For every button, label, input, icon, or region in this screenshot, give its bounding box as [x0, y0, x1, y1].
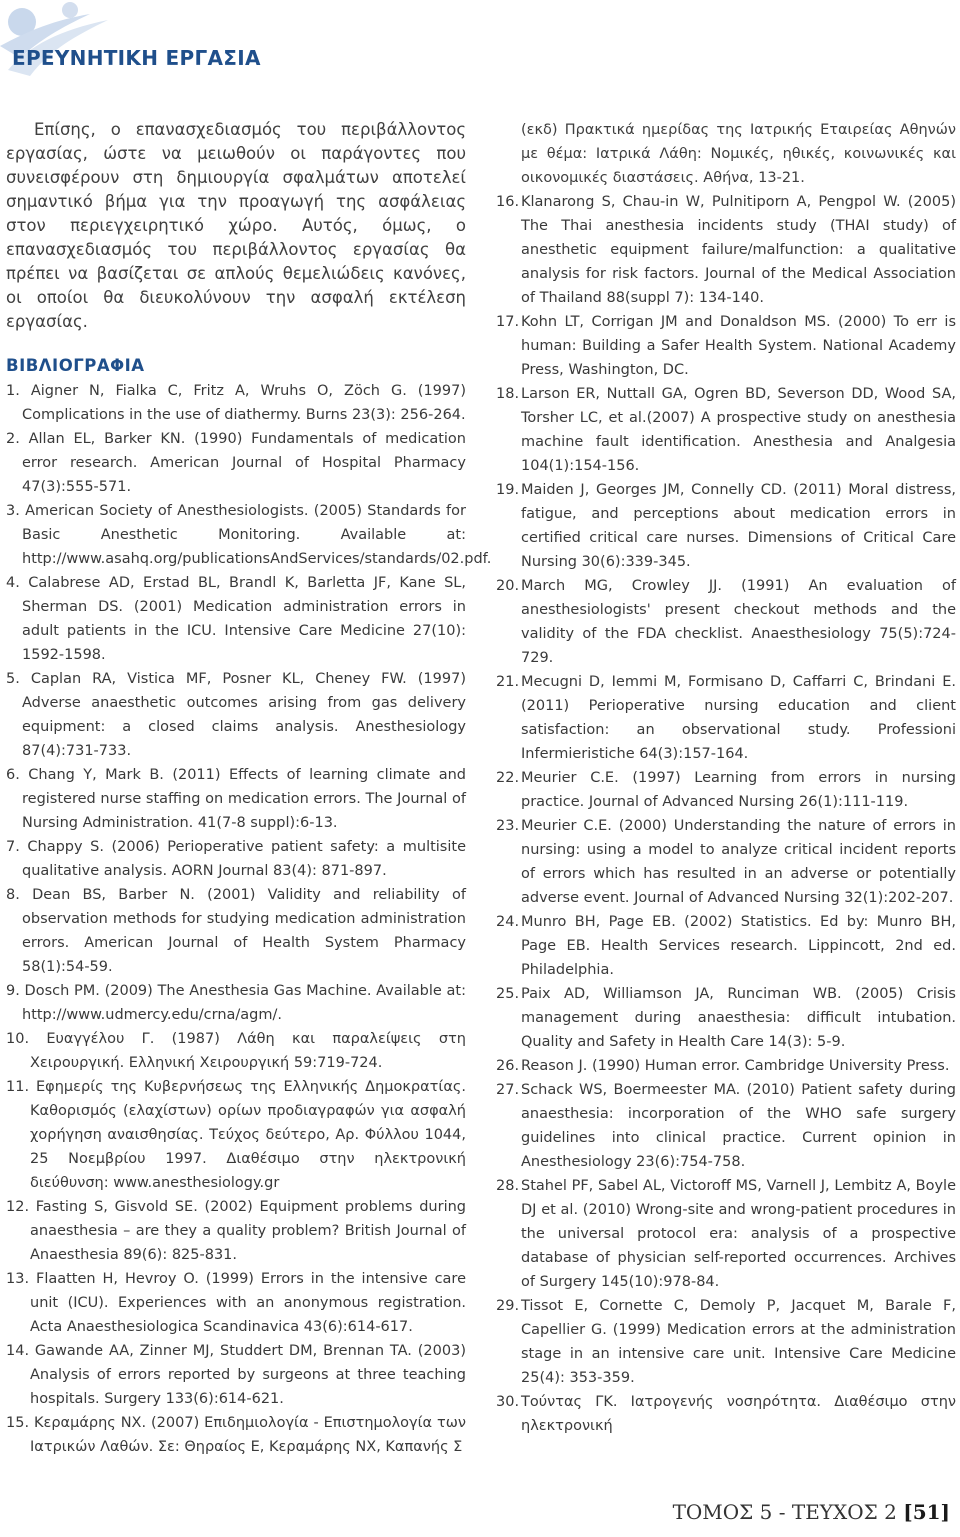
reference-text: Τούντας ΓΚ. Ιατρογενής νοσηρότητα. Διαθέσιμο στην ηλεκτρονική: [521, 1394, 956, 1434]
intro-paragraph: Επίσης, ο επανασχεδιασμός του περιβάλλοντος εργασίας, ώστε να μειωθούν οι παράγοντες που συνεισφέρουν στη δημιουργία σφαλμάτων αποτελεί σημαντικό βήμα για την προαγωγή της ασφάλειας στον περιεγχειρητικό χώρο. Αυτός, όμως, ο επανασχεδιασμός του περιβάλλοντος εργασίας θα πρέπει να βασίζεται σε απλούς θεμελιώδεις κανόνες, οι οποίοι θα διευκολύνουν την ασφαλή εκτέλεση εργασίας.: [6, 120, 466, 331]
reference-text: March MG, Crowley JJ. (1991) An evaluation of anesthesiologists' present checkout methods and the validity of the FDA checklist. Anaesthesiology 75(5):724-729.: [521, 578, 956, 666]
reference-item: [496, 766, 956, 814]
reference-item: 15. Κεραμάρης ΝΧ. (2007) Επιδημιολογία - Επιστημολογία των Ιατρικών Λαθών. Σε: Θηραίος Ε, Κεραμάρης ΝΧ, Καπανής Σ: [6, 1415, 466, 1455]
reference-text: Munro BH, Page EB. (2002) Statistics. Ed by: Munro BH, Page EB. Health Services research. Lippincott, 2nd ed. Philadelphia.: [521, 914, 956, 978]
reference-number: 27.: [496, 1082, 520, 1098]
reference-item: [496, 310, 956, 382]
reference-item: [496, 574, 956, 670]
reference-item: [496, 382, 956, 478]
volume-issue-label: ΤΟΜΟΣ 5 - ΤΕΥΧΟΣ 2: [672, 1500, 897, 1524]
reference-number: 23.: [496, 818, 520, 834]
reference-item: [496, 1390, 956, 1438]
reference-item: [496, 910, 956, 982]
reference-number: 18.: [496, 386, 520, 402]
reference-item: 9. Dosch PM. (2009) The Anesthesia Gas Machine. Available at: http://www.udmercy.edu/crna/agm/.: [6, 983, 466, 1023]
reference-item: 12. Fasting S, Gisvold SE. (2002) Equipment problems during anaesthesia – are they a quality problem? British Journal of Anaesthesia 89(6): 825-831.: [6, 1199, 466, 1263]
reference-text: Paix AD, Williamson JA, Runciman WB. (2005) Crisis management during anaesthesia: difficult intubation. Quality and Safety in Health Care 14(3): 5-9.: [521, 986, 956, 1050]
reference-item: 14. Gawande AA, Zinner MJ, Studdert DM, Brennan TA. (2003) Analysis of errors reported by surgeons at three teaching hospitals. Surgery 133(6):614-621.: [6, 1343, 466, 1407]
reference-text: Mecugni D, Iemmi M, Formisano D, Caffarri C, Brindani E. (2011) Perioperative nursing education and client satisfaction: an observational study. Professioni Infermieristiche 64(3):157-164.: [521, 674, 956, 762]
reference-continuation: (εκδ) Πρακτικά ημερίδας της Ιατρικής Εταιρείας Αθηνών με θέμα: Ιατρικά Λάθη: Νομικές, ηθικές, κοινωνικές και οικονομικές διαστάσεις. Αθήνα, 13-21.: [521, 122, 956, 186]
reference-text: Tissot E, Cornette C, Demoly P, Jacquet M, Barale F, Capellier G. (1999) Medication errors at the administration stage in an intensive care unit. Intensive Care Medicine 25(4): 353-359.: [521, 1298, 956, 1386]
reference-number: 21.: [496, 674, 520, 690]
reference-number: 25.: [496, 986, 520, 1002]
reference-list-left: [6, 379, 492, 1459]
reference-item: 2. Allan EL, Barker KN. (1990) Fundamentals of medication error research. American Journal of Hospital Pharmacy 47(3):555-571.: [6, 431, 466, 495]
reference-item: [496, 670, 956, 766]
reference-text: Meurier C.E. (2000) Understanding the nature of errors in nursing: using a model to analyze critical incident reports of errors which has resulted in an adverse or potentially adverse event. Journal of Advanced Nursing 32(1):202-207.: [521, 818, 956, 906]
reference-item: 3. American Society of Anesthesiologists. (2005) Standards for Basic Anesthetic Monitoring. Available at: http://www.asahq.org/publicationsAndServices/standards/02.pdf.: [6, 503, 492, 567]
reference-number: 16.: [496, 194, 520, 210]
reference-item: 8. Dean BS, Barber N. (2001) Validity and reliability of observation methods for studying medication administration errors. American Journal of Health System Pharmacy 58(1):54-59.: [6, 887, 466, 975]
reference-text: Stahel PF, Sabel AL, Victoroff MS, Varnell J, Lembitz A, Boyle DJ et al. (2010) Wrong-site and wrong-patient procedures in the universal protocol era: analysis of a prospective database of physician self-reported occurrences. Archives of Surgery 145(10):978-84.: [521, 1178, 956, 1290]
page-number: [51]: [903, 1500, 950, 1524]
reference-number: 17.: [496, 314, 520, 330]
reference-number: 22.: [496, 770, 520, 786]
reference-item: 5. Caplan RA, Vistica MF, Posner KL, Cheney FW. (1997) Adverse anaesthetic outcomes arising from gas delivery equipment: a closed claims analysis. Anesthesiology 87(4):731-733.: [6, 671, 466, 759]
bibliography-heading: ΒΙΒΛΙΟΓΡΑΦΙΑ: [6, 356, 145, 375]
section-title: ΕΡΕΥΝΗΤΙΚΗ ΕΡΓΑΣΙΑ: [12, 46, 261, 70]
reference-text: Kohn LT, Corrigan JM and Donaldson MS. (2000) To err is human: Building a Safer Health System. National Academy Press, Washington, DC.: [521, 314, 956, 378]
reference-number: 20.: [496, 578, 520, 594]
reference-number: 24.: [496, 914, 520, 930]
reference-number: 26.: [496, 1058, 520, 1074]
reference-item: [496, 1294, 956, 1390]
reference-number: 28.: [496, 1178, 520, 1194]
reference-text: Maiden J, Georges JM, Connelly CD. (2011) Moral distress, fatigue, and perceptions about medication errors in certified critical care nurses. Dimensions of Critical Care Nursing 30(6):339-345.: [521, 482, 956, 570]
reference-text: Klanarong S, Chau-in W, Pulnitiporn A, Pengpol W. (2005) The Thai anesthesia incidents study (THAI study) of anesthetic equipment failure/malfunction: a qualitative analysis for risk factors. Journal of the Medical Association of Thailand 88(suppl 7): 134-140.: [521, 194, 956, 306]
reference-text: Meurier C.E. (1997) Learning from errors in nursing practice. Journal of Advanced Nursing 26(1):111-119.: [521, 770, 956, 810]
reference-item: [496, 814, 956, 910]
reference-item: [496, 190, 956, 310]
reference-number: 19.: [496, 482, 520, 498]
reference-item: 1. Aigner N, Fialka C, Fritz A, Wruhs O, Zöch G. (1997) Complications in the use of diathermy. Burns 23(3): 256-264.: [6, 383, 466, 423]
right-column: [496, 118, 956, 1438]
reference-list-right: [496, 190, 956, 1438]
reference-item: 6. Chang Y, Mark B. (2011) Effects of learning climate and registered nurse staffing on medication errors. The Journal of Nursing Administration. 41(7-8 suppl):6-13.: [6, 767, 466, 831]
reference-item: 7. Chappy S. (2006) Perioperative patient safety: a multisite qualitative analysis. AORN Journal 83(4): 871-897.: [6, 839, 466, 879]
reference-item: 13. Flaatten H, Hevroy O. (1999) Errors in the intensive care unit (ICU). Experiences with an anonymous registration. Acta Anaesthesiologica Scandinavica 43(6):614-617.: [6, 1271, 466, 1335]
reference-item: [496, 478, 956, 574]
reference-item: 11. Εφημερίς της Κυβερνήσεως της Ελληνικής Δημοκρατίας. Καθορισμός (ελαχίστων) ορίων προδιαγραφών για ασφαλή χορήγηση αναισθησίας. Τεύχος δεύτερο, Αρ. Φύλλου 1044, 25 Νοεμβρίου 1997. Διαθέσιμο στην ηλεκτρονική διεύθυνση: www.anesthesiology.gr: [6, 1079, 466, 1191]
reference-number: 30.: [496, 1394, 520, 1410]
reference-item: [496, 982, 956, 1054]
reference-item: [496, 1174, 956, 1294]
reference-item: 10. Ευαγγέλου Γ. (1987) Λάθη και παραλείψεις στη Χειρουργική. Ελληνική Χειρουργική 59:719-724.: [6, 1031, 466, 1071]
reference-text: Larson ER, Nuttall GA, Ogren BD, Severson DD, Wood SA, Torsher LC, et al.(2007) A prospective study on anesthesia machine fault identification. Anesthesia and Analgesia 104(1):154-156.: [521, 386, 956, 474]
reference-text: Reason J. (1990) Human error. Cambridge University Press.: [521, 1058, 950, 1074]
reference-item: 4. Calabrese AD, Erstad BL, Brandl K, Barletta JF, Kane SL, Sherman DS. (2001) Medication administration errors in adult patients in the ICU. Intensive Care Medicine 27(10): 1592-1598.: [6, 575, 466, 663]
reference-number: 29.: [496, 1298, 520, 1314]
left-column: [6, 118, 492, 1459]
reference-item: [496, 1078, 956, 1174]
reference-text: Schack WS, Boermeester MA. (2010) Patient safety during anaesthesia: incorporation of the WHO safe surgery guidelines into clinical practice. Current opinion in Anesthesiology 23(6):754-758.: [521, 1082, 956, 1170]
page-footer: [673, 1500, 950, 1524]
reference-item: [496, 1054, 956, 1078]
